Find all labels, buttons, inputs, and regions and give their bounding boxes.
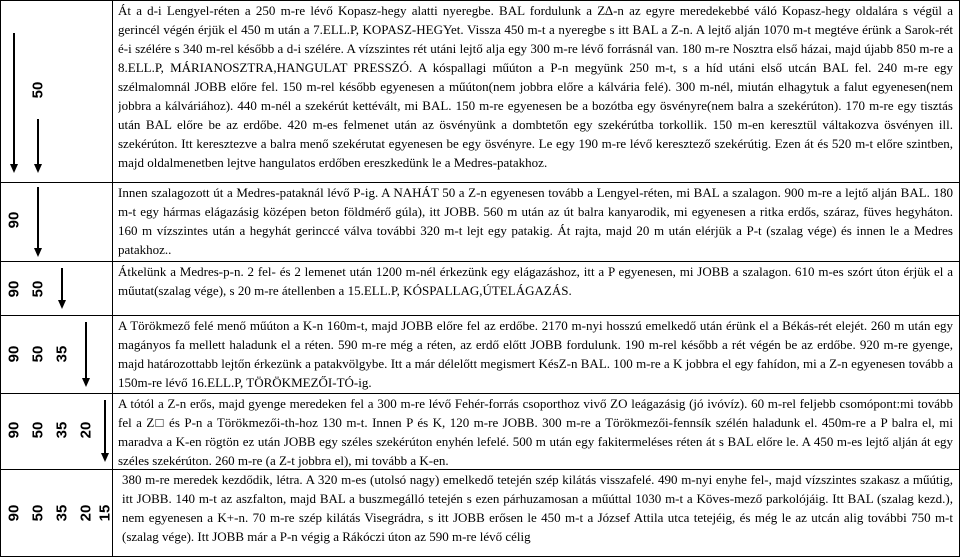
lane-90	[2, 394, 26, 469]
route-label: 90	[5, 211, 23, 229]
lane-20	[74, 316, 98, 393]
route-label: 50	[29, 345, 47, 363]
table-row	[0, 394, 960, 469]
down-arrow-icon	[58, 268, 66, 309]
route-label: 50	[29, 280, 47, 298]
lane-90	[2, 1, 26, 182]
route-label: 20	[77, 504, 95, 522]
lane-90	[2, 262, 26, 315]
route-description: Innen szalagozott út a Medres-pataknál lévő P-ig. A NAHÁT 50 a Z-n egyenesen tovább a Lengyel-réten, mi BAL a szalagon. 900 m-re a lejtő alján BAL. 180 m-t egy hármas elágazásig középen beton földmérő gúla), itt JOBB. 560 m után az út balra kanyarodik, mi egyenesen a ritka erdős, száraz, füves hegyháton. 160 m vízszintes után a hegyhát gerinccé válva további 320 m-t lejt egy patakig. Át rajta, majd 20 m után elérjük a P-t (szalag vége) és innen le a Medres patakhoz..	[118, 185, 953, 257]
lane-20	[74, 394, 98, 469]
lane-35	[50, 316, 74, 393]
route-label: 35	[53, 421, 71, 439]
lane-35	[50, 394, 74, 469]
lane-50	[26, 394, 50, 469]
route-label: 90	[5, 421, 23, 439]
down-arrow-icon	[10, 33, 18, 173]
route-label: 90	[5, 345, 23, 363]
lane-50	[26, 316, 50, 393]
lane-35	[50, 262, 74, 315]
route-label: 15	[96, 504, 114, 522]
table-row	[0, 470, 960, 556]
route-description: 380 m-re meredek kezdődik, létra. A 320 m-es (utolsó nagy) emelkedő tetején szép kilátás visszafelé. 490 m-nyi enyhe fel-, majd vízszintes szakasz a műútig, itt JOBB. 140 m-t az aszfalton, majd BAL a buszmegálló tetején s ezen párhuzamosan a műúttal 1030 m-t a Köves-mező parkolójáig. Itt BAL (szalag kezd.), nem egyenesen a K+-n. 70 m-re szép kilátás Visegrádra, s itt JOBB erősen le 450 m-t a József Attila utca tetejéig, és még le az utcán alig további 750 m-t (szalag vége). Itt JOBB már a P-n végig a Rákóczi úton az 590 m-re lévő célig	[122, 472, 953, 544]
route-label: 35	[53, 504, 71, 522]
route-label: 50	[29, 81, 47, 99]
lane-90	[2, 470, 26, 556]
lane-50	[26, 183, 50, 261]
lane-50	[26, 262, 50, 315]
lane-15	[98, 470, 112, 556]
lane-90	[2, 316, 26, 393]
lane-50	[26, 470, 50, 556]
route-label: 50	[29, 421, 47, 439]
table-row	[0, 316, 960, 393]
down-arrow-icon	[101, 400, 109, 462]
route-description: A Törökmező felé menő műúton a K-n 160m-t, majd JOBB előre fel az erdőbe. 2170 m-nyi hosszú emelkedő után érünk el a Békás-rét elejét. 260 m után egy magányos fa mellett haladunk el a réten. 590 m-re még a réten, az erdő előtt JOBB fordulunk. 190 m-rel később a rét végén be az erdőbe. 920 m-re gyenge, majd határozottabb lejtőn érkezünk a patakvölgybe. Itt a már délelőtt megismert KésZ-n BAL. 100 m-re a K jobbra el egy fahídon, mi a Z-n egyenesen tovább a 150m-re lévő 16.ELL.P, TÖRÖKMEZŐI-TÓ-ig.	[118, 318, 953, 390]
table-row	[0, 183, 960, 261]
lane-50	[26, 1, 50, 182]
route-label: 90	[5, 280, 23, 298]
route-label: 50	[29, 504, 47, 522]
down-arrow-icon	[34, 187, 42, 257]
route-label: 20	[77, 421, 95, 439]
lane-35	[50, 470, 74, 556]
route-label: 90	[5, 504, 23, 522]
down-arrow-icon	[82, 322, 90, 387]
lane-20	[74, 470, 98, 556]
lane-90	[2, 183, 26, 261]
route-description: Átkelünk a Medres-p-n. 2 fel- és 2 lemenet után 1200 m-nél érkezünk egy elágazáshoz, itt a P egyenesen, mi JOBB a szalagon. 610 m-es szórt úton érjük el a műutat(szalag vége), s 20 m-re átellenben a 15.ELL.P, KÓSPALLAG,ÚTELÁGAZÁS.	[118, 264, 953, 298]
route-label: 35	[53, 345, 71, 363]
lane-15	[98, 394, 112, 469]
table-row	[0, 1, 960, 182]
route-description: Át a d-i Lengyel-réten a 250 m-re lévő Kopasz-hegy alatti nyeregbe. BAL fordulunk a Z∆-n az egyre meredekebbé váló Kopasz-hegy oldalára s végül a gerincél végén érjük el 450 m után a 7.ELL.P, KOPASZ-HEGYet. Vissza 450 m-t a nyeregbe s itt BAL a Z-n. A lejtő alján 1070 m-t megtéve érünk a Sarok-rét é-i szélére s 340 m-rel később a d-i szélére. A vízszintes rét utáni lejtő alja egy 300 m-re lévő forrásnál van. 180 m-re Nosztra első házai, majd újabb 850 m-re a 8.ELL.P, MÁRIANOSZTRA,HANGULAT PRESSZÓ. A kóspallagi műúton a P-n megyünk 250 m-t, s a híd utáni első utcán BAL fel. 240 m-re egy szélmalomnál JOBB előre fel. 150 m-rel később egyenesen a műúton(nem jobbra előre a kálvária felé). 300 m-nél, miután elhagytuk a falut egyenesen(nem jobbra a kálváriához). 440 m-nél a szekérút kettévált, mi BAL. 150 m-re egyenesen be a bozótba egy ösvényre(nem balra a szekérúton). 170 m-re egy tisztás után BAL előre be az erdőbe. 420 m-es felmenet után az ösvényünk a dombtetőn egy szekérútba torkollik. 150 m-en keresztül váltakozva ösvényen ill. szekérúton. Itt keresztezve a balra menő szekérutat egyenesen be egy ösvényre. Le egy 190 m-re lévő keresztező szekérútig. Ezen át és 520 m-t előre szintben, majd oldalmenetben lejtve hangulatos erdőben ereszkedünk le a Medres-patakhoz.	[118, 3, 953, 170]
table-row	[0, 262, 960, 315]
down-arrow-icon	[34, 119, 42, 173]
route-description: A tótól a Z-n erős, majd gyenge meredeken fel a 300 m-re lévő Fehér-forrás csoporthoz vivő ZO leágazásig (jó ivóvíz). 60 m-rel feljebb csomópont:mi tovább fel a Z□ és P-n a Törökmezői-th-hoz 130 m-t. Innen P és K, 120 m-re JOBB. 300 m-re a Törökmezői-fennsík szélén haladunk el. 450m-re a P balra el, mi maradva a K-en rögtön ez után JOBB egy széles szekérúton enyhén lefelé. 500 m után egy fakitermeléses réten át s BAL előre le. A 450 m-es lejtő alján át egy széles szekérúton. 260 m-re (a Z-t jobbra el), mi tovább a K-en.	[118, 396, 953, 468]
